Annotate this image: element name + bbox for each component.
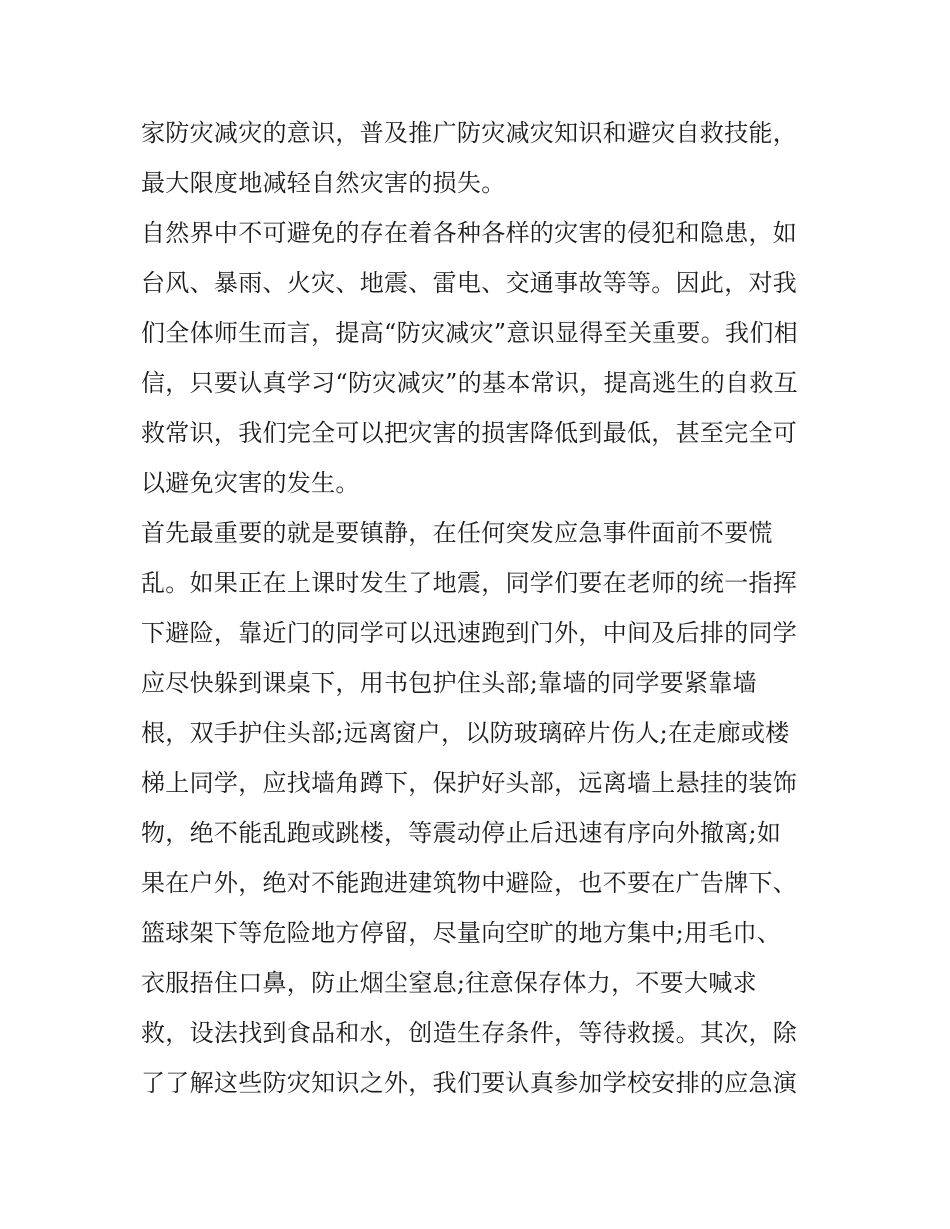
text-line: 衣服捂住口鼻，防止烟尘窒息;往意保存体力，不要大喊求 — [141, 969, 757, 997]
text-line: 根，双手护住头部;远离窗户，以防玻璃碎片伤人;在走廊或楼 — [141, 719, 790, 747]
text-line: 乱。如果正在上课时发生了地震，同学们要在老师的统一指挥 — [141, 569, 798, 597]
text-line: 应尽快躲到课桌下，用书包护住头部;靠墙的同学要紧靠墙 — [141, 669, 757, 697]
text-line: 首先最重要的就是要镇静，在任何突发应急事件面前不要慌 — [141, 519, 773, 547]
body-text — [141, 108, 821, 1108]
text-line: 信，只要认真学习“防灾减灾”的基本常识，提高逃生的自救互 — [141, 369, 798, 397]
text-line: 物，绝不能乱跑或跳楼，等震动停止后迅速有序向外撤离;如 — [141, 819, 782, 847]
text-line: 篮球架下等危险地方停留，尽量向空旷的地方集中;用毛巾、 — [141, 919, 782, 947]
text-line: 自然界中不可避免的存在着各种各样的灾害的侵犯和隐患，如 — [141, 219, 798, 247]
text-line: 最大限度地减轻自然灾害的损失。 — [141, 169, 506, 197]
text-line: 救常识，我们完全可以把灾害的损害降低到最低，甚至完全可 — [141, 419, 798, 447]
text-line: 以避免灾害的发生。 — [141, 469, 360, 497]
text-line: 梯上同学，应找墙角蹲下，保护好头部，远离墙上悬挂的装饰 — [141, 769, 798, 797]
text-line: 下避险，靠近门的同学可以迅速跑到门外，中间及后排的同学 — [141, 619, 798, 647]
text-line: 们全体师生而言，提高“防灾减灾”意识显得至关重要。我们相 — [141, 319, 798, 347]
text-line: 果在户外，绝对不能跑进建筑物中避险，也不要在广告牌下、 — [141, 869, 798, 897]
text-line: 了了解这些防灾知识之外，我们要认真参加学校安排的应急演 — [141, 1069, 798, 1097]
text-line: 家防灾减灾的意识，普及推广防灾减灾知识和避灾自救技能， — [141, 119, 798, 147]
text-line: 救，设法找到食品和水，创造生存条件，等待救援。其次，除 — [141, 1019, 798, 1047]
text-line: 台风、暴雨、火灾、地震、雷电、交通事故等等。因此，对我 — [141, 269, 798, 297]
